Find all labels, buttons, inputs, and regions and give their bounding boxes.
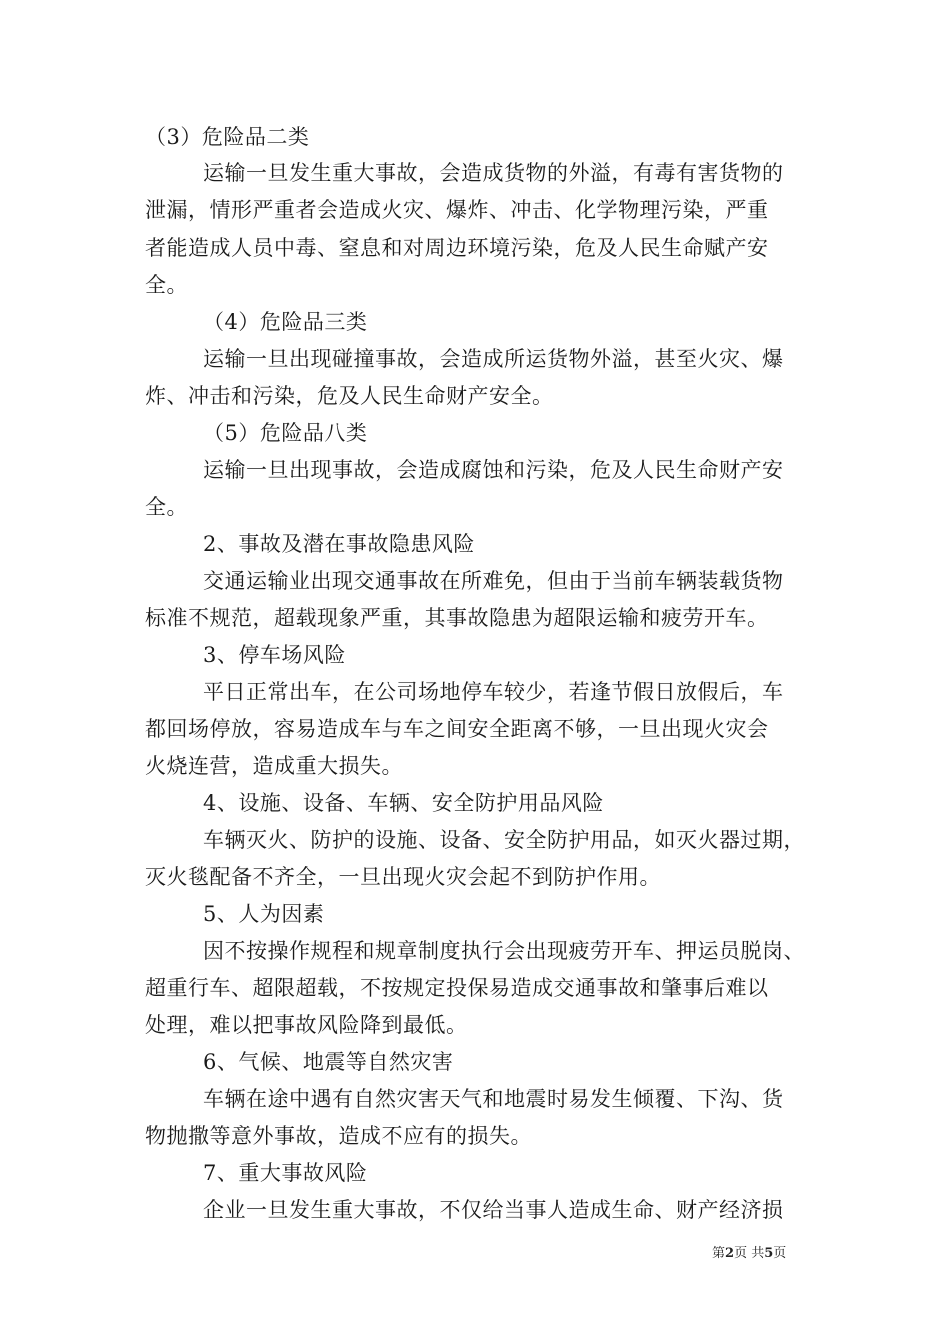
paragraph-line: 泄漏，情形严重者会造成火灾、爆炸、冲击、化学物理污染，严重 [145, 198, 769, 222]
paragraph-line: 平日正常出车，在公司场地停车较少，若逢节假日放假后，车 [203, 680, 784, 704]
section-heading-7: 7、重大事故风险 [203, 1161, 368, 1185]
line-heading-5: （5）危险品八类 [203, 421, 368, 445]
section-heading-2: 2、事故及潜在事故隐患风险 [203, 532, 475, 556]
paragraph-line: 炸、冲击和污染，危及人民生命财产安全。 [145, 384, 554, 408]
footer-middle: 页 共 [734, 1246, 765, 1261]
paragraph-line: 全。 [145, 495, 188, 519]
paragraph-line: 交通运输业出现交通事故在所难免，但由于当前车辆装载货物 [203, 569, 784, 593]
section-heading-6: 6、气候、地震等自然灾害 [203, 1050, 454, 1074]
paragraph-line: 运输一旦出现事故，会造成腐蚀和污染，危及人民生命财产安 [203, 458, 784, 482]
paragraph-line: 因不按操作规程和规章制度执行会出现疲劳开车、押运员脱岗、 [203, 939, 805, 963]
paragraph-line: 运输一旦发生重大事故，会造成货物的外溢，有毒有害货物的 [203, 161, 784, 185]
section-heading-3: 3、停车场风险 [203, 643, 346, 667]
paragraph-line: 都回场停放，容易造成车与车之间安全距离不够，一旦出现火灾会 [145, 717, 769, 741]
paragraph-line: 超重行车、超限超载，不按规定投保易造成交通事故和肇事后难以 [145, 976, 769, 1000]
paragraph-line: 运输一旦出现碰撞事故，会造成所运货物外溢，甚至火灾、爆 [203, 347, 784, 371]
paragraph-line: 车辆在途中遇有自然灾害天气和地震时易发生倾覆、下沟、货 [203, 1087, 784, 1111]
paragraph-line: 标准不规范，超载现象严重，其事故隐患为超限运输和疲劳开车。 [145, 606, 769, 630]
paragraph-line: 者能造成人员中毒、窒息和对周边环境污染，危及人民生命赋产安 [145, 236, 769, 260]
paragraph-line: 企业一旦发生重大事故，不仅给当事人造成生命、财产经济损 [203, 1198, 784, 1222]
paragraph-line: 处理，难以把事故风险降到最低。 [145, 1013, 468, 1037]
total-page-number: 5 [764, 1246, 774, 1261]
paragraph-line: 全。 [145, 273, 188, 297]
paragraph-line: 灭火毯配备不齐全，一旦出现火灾会起不到防护作用。 [145, 865, 661, 889]
paragraph-line: 车辆灭火、防护的设施、设备、安全防护用品，如灭火器过期， [203, 828, 805, 852]
line-heading-4: （4）危险品三类 [203, 310, 368, 334]
footer-prefix: 第 [712, 1246, 726, 1261]
line-heading-3: （3）危险品二类 [145, 125, 310, 149]
paragraph-line: 火烧连营，造成重大损失。 [145, 754, 403, 778]
paragraph-line: 物抛撒等意外事故，造成不应有的损失。 [145, 1124, 532, 1148]
footer-suffix: 页 [773, 1246, 787, 1261]
current-page-number: 2 [725, 1246, 735, 1261]
section-heading-5: 5、人为因素 [203, 902, 325, 926]
page-number-footer [712, 1246, 786, 1262]
section-heading-4: 4、设施、设备、车辆、安全防护用品风险 [203, 791, 604, 815]
